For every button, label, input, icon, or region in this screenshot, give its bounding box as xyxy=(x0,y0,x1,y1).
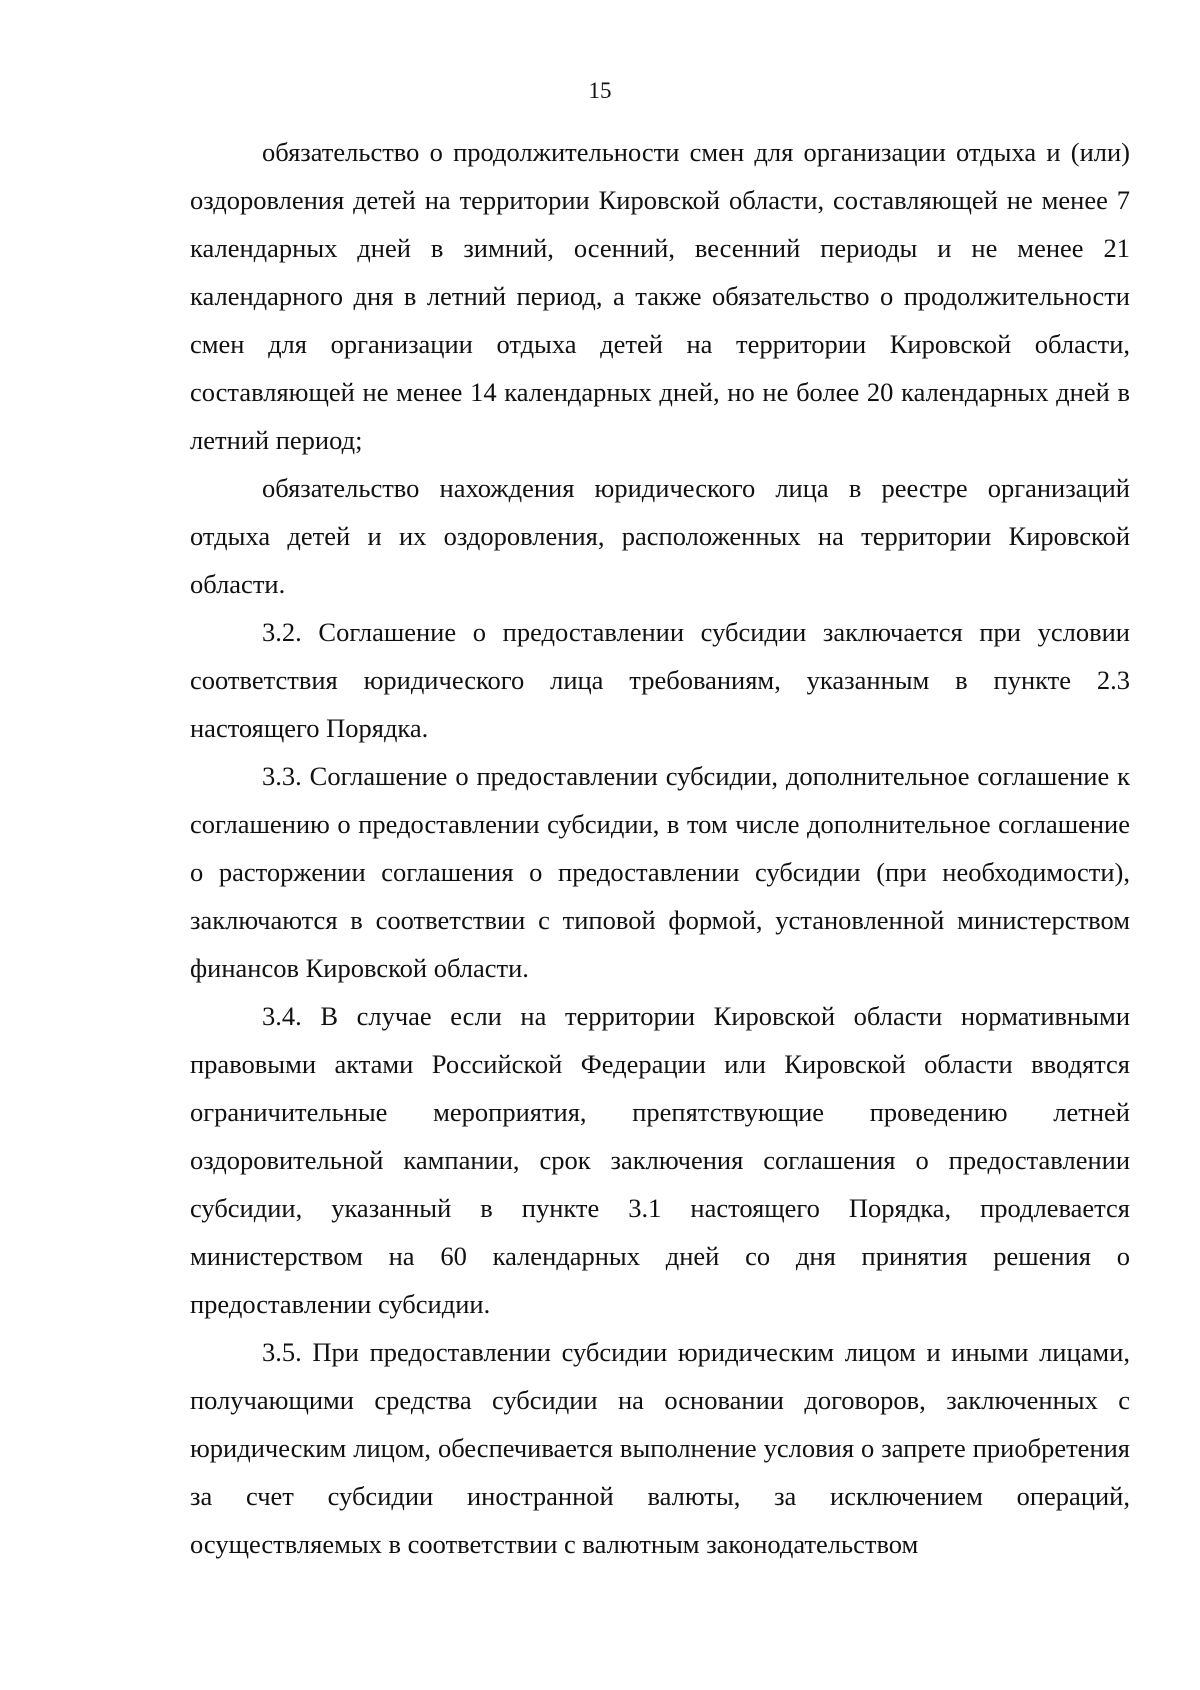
paragraph-3-4: 3.4. В случае если на территории Кировской области нормативными правовыми актами Российской Федерации или Кировской области вводятся ограничительные мероприятия, препятствующие проведению летней оздоровительной кампании, срок заключения соглашения о предоставлении субсидии, указанный в пункте 3.1 настоящего Порядка, продлевается министерством на 60 календарных дней со дня принятия решения о предоставлении субсидии. xyxy=(190,1001,1130,1319)
paragraph-3-3: 3.3. Соглашение о предоставлении субсидии, дополнительное соглашение к соглашению о предоставлении субсидии, в том числе дополнительное соглашение о расторжении соглашения о предоставлении субсидии (при необходимости), заключаются в соответствии с типовой формой, установленной министерством финансов Кировской области. xyxy=(190,761,1130,983)
paragraph-3-2: 3.2. Соглашение о предоставлении субсидии заключается при условии соответствия юридического лица требованиям, указанным в пункте 2.3 настоящего Порядка. xyxy=(190,617,1130,743)
paragraph-registry-obligation: обязательство нахождения юридического лица в реестре организаций отдыха детей и их оздоровления, расположенных на территории Кировской области. xyxy=(190,473,1130,599)
paragraph-shift-duration-obligation: обязательство о продолжительности смен для организации отдыха и (или) оздоровления детей на территории Кировской области, составляющей не менее 7 календарных дней в зимний, осенний, весенний периоды и не менее 21 календарного дня в летний период, а также обязательство о продолжительности смен для организации отдыха детей на территории Кировской области, составляющей не менее 14 календарных дней, но не более 20 календарных дней в летний период; xyxy=(190,137,1130,455)
paragraph-3-5: 3.5. При предоставлении субсидии юридическим лицом и иными лицами, получающими средства субсидии на основании договоров, заключенных с юридическим лицом, обеспечивается выполнение условия о запрете приобретения за счет субсидии иностранной валюты, за исключением операций, осуществляемых в соответствии с валютным законодательством xyxy=(190,1337,1130,1559)
page-number: 15 xyxy=(588,78,612,103)
document-body xyxy=(190,128,1130,1568)
